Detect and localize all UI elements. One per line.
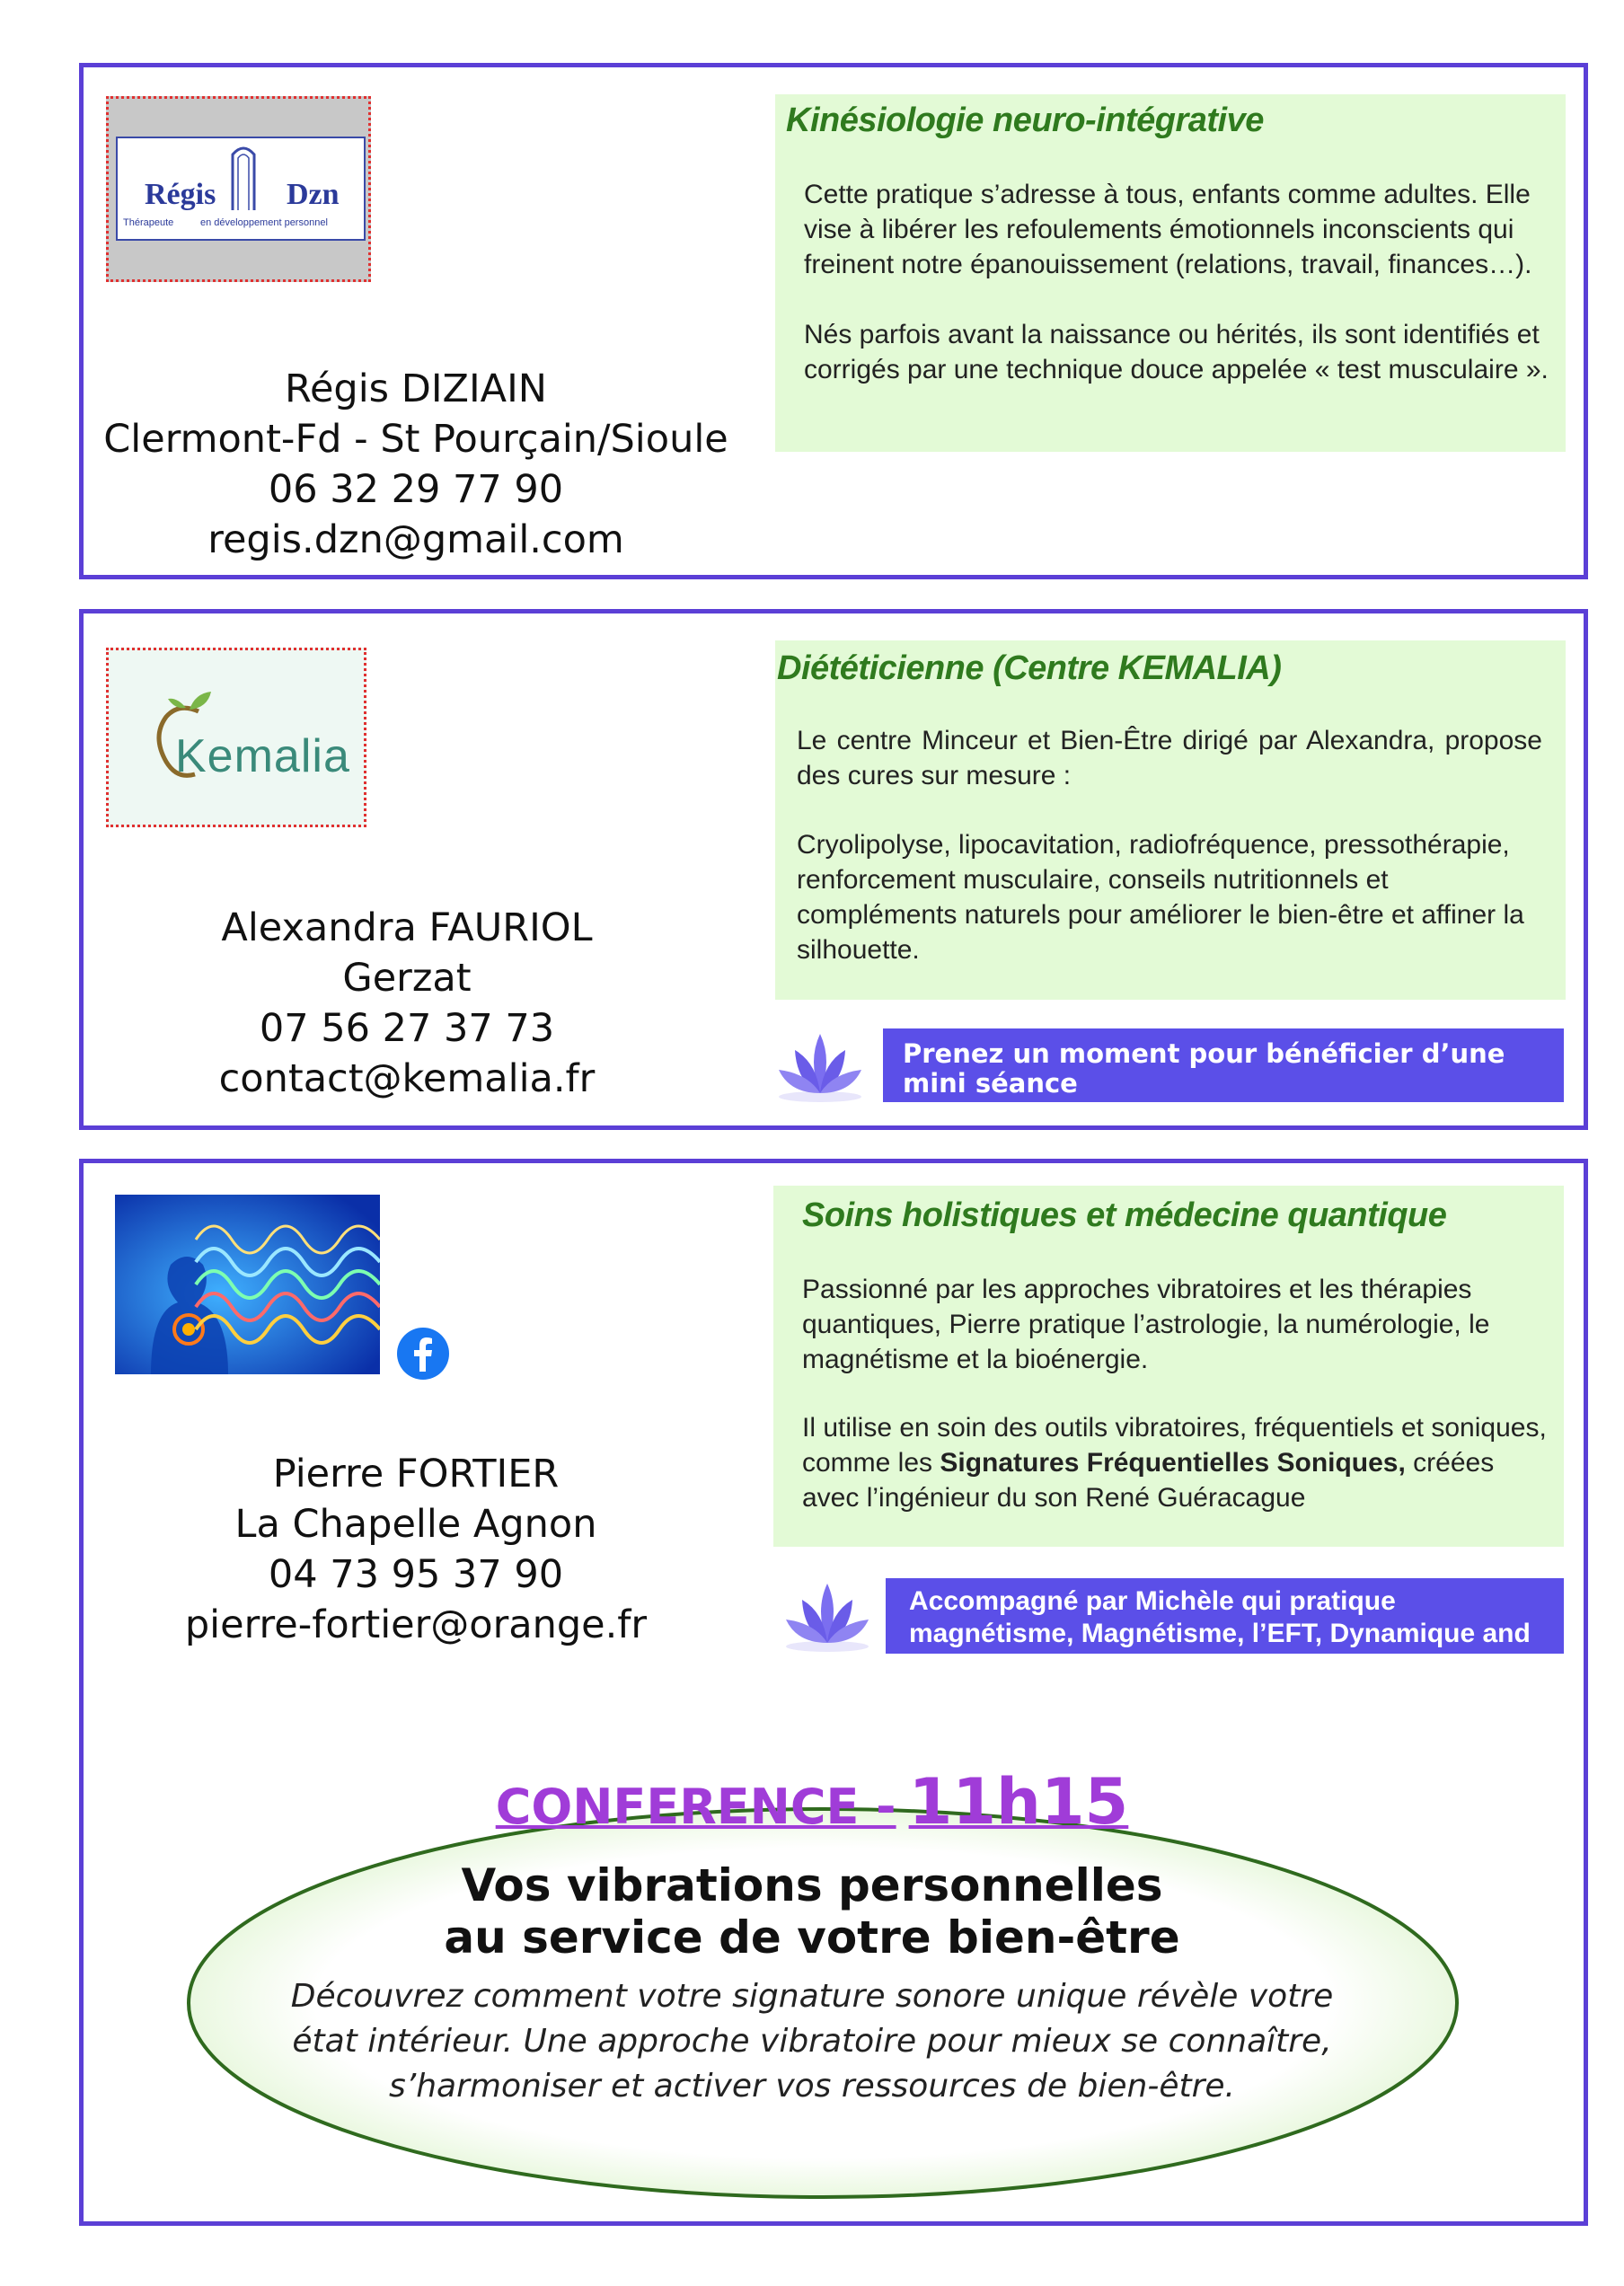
contact-phone: 07 56 27 37 73 (259, 1006, 555, 1051)
logo-tag-left: Thérapeute (123, 217, 174, 228)
contact-name: Pierre FORTIER (272, 1452, 560, 1496)
paragraph-text: Il utilise en soin des outils vibratoires, fréquentiels et soniques, comme les (802, 1413, 1547, 1478)
conference-title (0, 1765, 1624, 1839)
card-regis (79, 63, 1588, 579)
logo-name: Régis (145, 178, 216, 211)
subtitle-line: Vos vibrations personnelles (461, 1859, 1163, 1911)
logo-name: Kemalia (175, 730, 350, 782)
lotus-icon (782, 1575, 872, 1652)
contact-city: Clermont-Fd - St Pourçain/Sioule (103, 417, 728, 462)
contact-block (84, 1449, 748, 1650)
contact-email[interactable]: contact@kemalia.fr (218, 1056, 596, 1101)
contact-city: La Chapelle Agnon (234, 1502, 597, 1547)
description-paragraph-1: Le centre Minceur et Bien-Être dirigé par Alexandra, propose des cures sur mesure : (797, 726, 1542, 790)
description-box (775, 640, 1566, 1000)
conference-label: CONFERENCE - (495, 1778, 896, 1835)
service-title: Diététicienne (Centre KEMALIA) (777, 649, 1282, 687)
service-title: Kinésiologie neuro-intégrative (786, 102, 1264, 139)
promo-banner: Accompagné par Michèle qui pratique magnétisme, Magnétisme, l’EFT, Dynamique and co. (886, 1578, 1564, 1654)
contact-email[interactable]: pierre-fortier@orange.fr (184, 1602, 648, 1647)
description-paragraph-2 (802, 1410, 1548, 1515)
vibration-image (115, 1195, 380, 1374)
contact-block (84, 364, 748, 565)
paragraph-bold-text: Signatures Fréquentielles Soniques, (940, 1448, 1406, 1478)
kemalia-logo (106, 648, 366, 827)
description-box (773, 1186, 1564, 1547)
description-paragraph-1: Passionné par les approches vibratoires et les thérapies quantiques, Pierre pratique l’astrologie, la numérologie, le magnétisme et la bioénergie. (802, 1275, 1490, 1374)
regis-logo (106, 96, 371, 282)
logo-tag-right: en développement personnel (200, 217, 328, 228)
contact-city: Gerzat (342, 956, 472, 1001)
promo-banner: Prenez un moment pour bénéficier d’une mini séance (883, 1028, 1564, 1102)
contact-name: Régis DIZIAIN (285, 366, 547, 411)
subtitle-line: au service de votre bien-être (444, 1911, 1180, 1964)
description-line: Découvrez comment votre signature sonore unique révèle votre (290, 1978, 1334, 2015)
conference-time: 11h15 (908, 1765, 1129, 1839)
description-line: s’harmoniser et activer vos ressources de bien-être. (389, 2068, 1235, 2105)
description-line: état intérieur. Une approche vibratoire pour mieux se connaître, (292, 2023, 1332, 2060)
conference-description (0, 1974, 1624, 2109)
lotus-icon (775, 1025, 865, 1102)
card-kemalia (79, 609, 1588, 1130)
contact-name: Alexandra FAURIOL (221, 905, 593, 950)
facebook-icon[interactable] (396, 1327, 450, 1381)
description-paragraph-1: Cette pratique s’adresse à tous, enfants comme adultes. Elle vise à libérer les refoulements émotionnels inconscients qui freinent notre épanouissement (relations, travail, finances…). (804, 180, 1532, 279)
description-paragraph-2: Nés parfois avant la naissance ou hérités, ils sont identifiés et corrigés par une technique douce appelée « test musculaire ». (804, 320, 1549, 384)
contact-block (84, 903, 730, 1104)
paragraph-text: créées avec l’ingénieur du son René Guéracague (802, 1448, 1495, 1513)
contact-email[interactable]: regis.dzn@gmail.com (207, 517, 624, 562)
description-paragraph-2: Cryolipolyse, lipocavitation, radiofréquence, pressothérapie, renforcement musculaire, conseils nutritionnels et compléments naturels pour améliorer le bien-être et affiner la silhouette. (797, 830, 1524, 965)
contact-phone: 06 32 29 77 90 (268, 467, 564, 512)
conference-subtitle (0, 1859, 1624, 1964)
description-box (775, 94, 1566, 452)
contact-phone: 04 73 95 37 90 (268, 1552, 564, 1597)
logo-name2: Dzn (287, 178, 340, 211)
service-title: Soins holistiques et médecine quantique (802, 1196, 1447, 1234)
